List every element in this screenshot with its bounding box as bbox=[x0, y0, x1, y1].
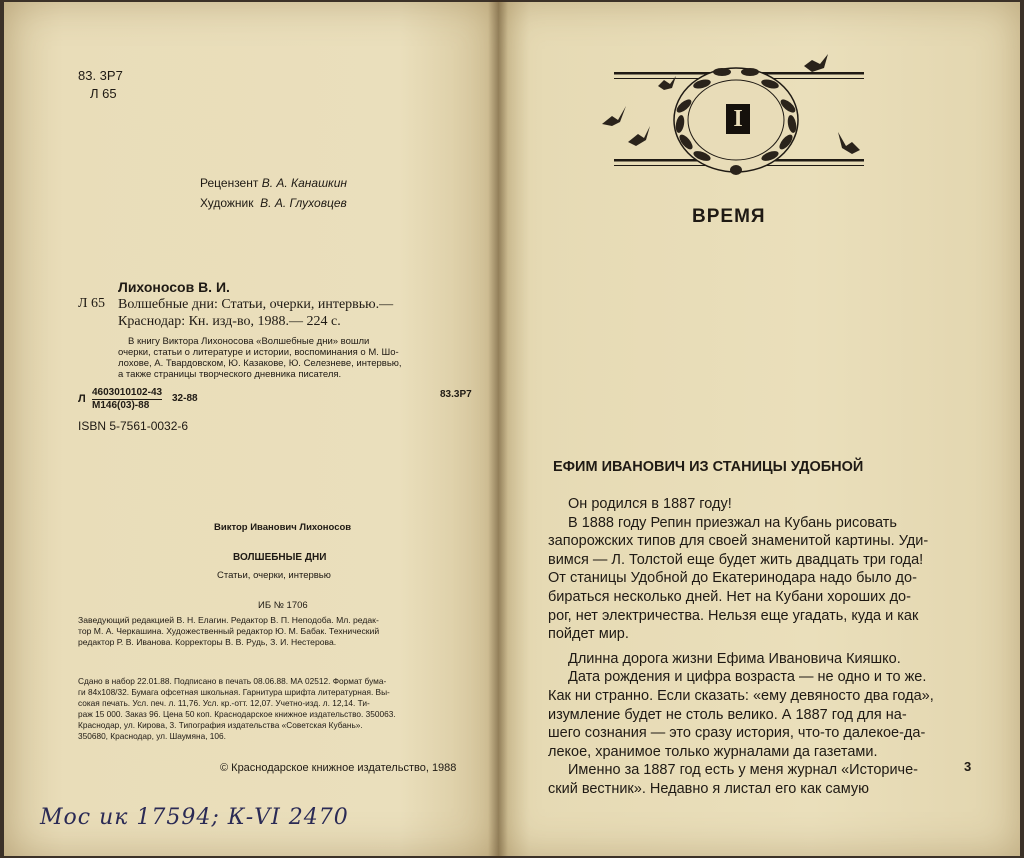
code-prefix: Л bbox=[78, 393, 86, 405]
udc-code: 83. 3Р7 bbox=[78, 68, 123, 83]
catalog-title-line: Волшебные дни: Статьи, очерки, интервью.— bbox=[118, 297, 394, 312]
body-line: Он родился в 1887 году! bbox=[568, 496, 732, 512]
catalog-title-line: Краснодар: Кн. изд-во, 1988.— 224 с. bbox=[118, 314, 341, 329]
code-numerator: 4603010102-43 bbox=[92, 387, 163, 398]
imprint-ib: ИБ № 1706 bbox=[258, 600, 308, 611]
imprint-subtitle: Статьи, очерки, интервью bbox=[217, 570, 331, 581]
body-line: ский вестник». Недавно я листал его как самую bbox=[548, 780, 869, 797]
editors-block bbox=[78, 615, 379, 648]
body-line: запорожских типов для своей знаменитой картины. Уди- bbox=[548, 533, 929, 550]
body-line: бираться несколько дней. Нет на Кубани хороших до- bbox=[548, 588, 911, 605]
reviewer-name: В. А. Канашкин bbox=[261, 176, 347, 190]
body-line: Как ни странно. Если сказать: «ему девяносто два года», bbox=[548, 687, 934, 704]
body-line: изумление будет не столь велико. А 1887 год для на- bbox=[548, 706, 907, 723]
annotation-line: В книгу Виктора Лихоносова «Волшебные дни» вошли bbox=[128, 336, 370, 347]
annotation-line: лохове, А. Твардовском, Ю. Казакове, Ю. Селезневе, интервью, bbox=[118, 358, 402, 369]
artist-label: Художник bbox=[200, 196, 254, 210]
body-line: В 1888 году Репин приезжал на Кубань рисовать bbox=[568, 514, 897, 531]
body-line: вимся — Л. Толстой еще будет жить двадцать три года! bbox=[548, 551, 924, 568]
annotation-line: очерки, статьи о литературе и истории, воспоминания о М. Шо- bbox=[118, 347, 399, 358]
body-line: От станицы Удобной до Екатеринодара надо было до- bbox=[548, 570, 917, 587]
copyright: © Краснодарское книжное издательство, 1988 bbox=[220, 762, 457, 774]
catalog-title bbox=[118, 296, 393, 330]
body-line: рог, нет электричества. Нельзя еще угадать, куда и как bbox=[548, 607, 919, 624]
handwritten-note: Мос ик 17594; К-VI 2470 bbox=[40, 805, 349, 830]
body-line: лекое, хранимое только журналами да газетами. bbox=[548, 743, 878, 760]
annotation-line: а также страницы творческого дневника писателя. bbox=[118, 369, 342, 380]
chapter-title: ЕФИМ ИВАНОВИЧ ИЗ СТАНИЦЫ УДОБНОЙ bbox=[553, 459, 864, 475]
body-line: Дата рождения и цифра возраста — не одно и то же. bbox=[568, 669, 927, 686]
print-line: 350680, Краснодар, ул. Шаумяна, 106. bbox=[78, 731, 226, 741]
catalog-author: Лихоносов В. И. bbox=[118, 279, 230, 295]
code-fraction bbox=[92, 387, 162, 412]
editors-line: Заведующий редакцией В. Н. Елагин. Редактор В. П. Неподоба. Мл. редак- bbox=[78, 615, 379, 625]
reviewer-label: Рецензент bbox=[200, 176, 259, 190]
print-line: сокая печать. Усл. печ. л. 11,76. Усл. кр.-отт. 12,07. Учетно-изд. л. 12,14. Ти- bbox=[78, 698, 370, 708]
print-line: Сдано в набор 22.01.88. Подписано в печать 08.06.88. МА 02512. Формат бума- bbox=[78, 676, 387, 686]
artist-line bbox=[200, 196, 347, 210]
editors-line: редактор Р. В. Иванова. Корректоры В. В. Рудь, З. И. Нестерова. bbox=[78, 637, 337, 647]
body-line: Именно за 1887 год есть у меня журнал «Историче- bbox=[568, 762, 918, 779]
code-suffix: 32-88 bbox=[172, 393, 198, 404]
imprint-author: Виктор Иванович Лихоносов bbox=[214, 522, 352, 533]
artist-name: В. А. Глуховцев bbox=[260, 196, 347, 210]
imprint-title: ВОЛШЕБНЫЕ ДНИ bbox=[233, 552, 327, 563]
author-mark: Л 65 bbox=[90, 86, 117, 101]
annotation bbox=[118, 336, 402, 380]
print-line: Краснодар, ул. Кирова, 3. Типография издательства «Советская Кубань». bbox=[78, 720, 363, 730]
catalog-mark: Л 65 bbox=[78, 296, 105, 311]
print-line: раж 15 000. Заказ 96. Цена 50 коп. Краснодарское книжное издательство. 350063. bbox=[78, 709, 396, 719]
chapter-body bbox=[548, 495, 980, 799]
section-title: ВРЕМЯ bbox=[692, 206, 766, 227]
body-line: шего сознания — это сразу история, что-то далекое-да- bbox=[548, 725, 926, 742]
editors-line: тор М. А. Черкашина. Художественный редактор Ю. М. Бабак. Технический bbox=[78, 626, 380, 636]
code-udc: 83.3Р7 bbox=[440, 389, 472, 400]
page-number: 3 bbox=[964, 759, 972, 774]
print-line: ги 84х108/32. Бумага офсетная школьная. Гарнитура шрифта литературная. Вы- bbox=[78, 687, 390, 697]
section-numeral: I bbox=[733, 106, 743, 132]
reviewer-line bbox=[200, 176, 347, 190]
gutter-shadow bbox=[488, 0, 508, 858]
body-line: Длинна дорога жизни Ефима Ивановича Кияшко. bbox=[568, 650, 901, 667]
isbn: ISBN 5-7561-0032-6 bbox=[78, 419, 189, 433]
body-line: пойдет мир. bbox=[548, 626, 629, 643]
code-denominator: М146(03)-88 bbox=[92, 400, 150, 411]
print-details bbox=[78, 676, 396, 742]
